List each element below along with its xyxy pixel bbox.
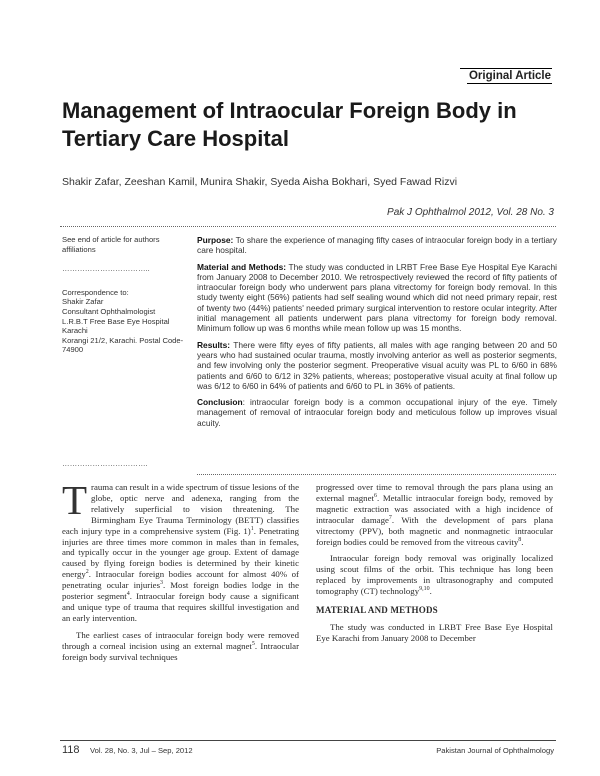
body-paragraph xyxy=(62,630,299,663)
journal-name: Pakistan Journal of Ophthalmology xyxy=(436,746,554,755)
results-label: Results: xyxy=(197,339,231,350)
text-run: . xyxy=(429,586,432,597)
text-run: . Most foreign bodies lodge in the posterior segment xyxy=(62,580,299,602)
text-run: Intraocular foreign body removal was originally localized using scout films of the orbit. This technique has long been replaced by improvements in ultrasonography and computed tomography (CT) technology xyxy=(316,553,553,597)
sidebar-dots: ……………………………. xyxy=(62,458,148,468)
reference-marker: 1 xyxy=(250,525,254,532)
correspondence-address: Korangi 21/2, Karachi. Postal Code- 74900 xyxy=(62,335,184,355)
body-column-left xyxy=(62,477,300,669)
text-run: . Intraocular foreign body cause a significant and unique type of trauma that requires skillful investigation and an early intervention. xyxy=(62,591,299,623)
text-run: The earliest cases of intraocular foreign body were removed through a corneal incision using an external magnet xyxy=(62,629,299,651)
abstract-divider xyxy=(197,474,556,475)
correspondence-label: Correspondence to: xyxy=(62,287,129,297)
text-run: progressed over time to removal through the pars plana using an external magnet xyxy=(316,482,553,503)
page-number: 118 xyxy=(62,744,80,756)
correspondence-title: Consultant Ophthalmologist xyxy=(62,306,156,316)
text-run: . Metallic intraocular foreign body, removed by magnetic extraction was associated with a high incidence of intraocular damage xyxy=(316,492,553,525)
reference-marker: 9,10 xyxy=(419,586,430,593)
text-run: . xyxy=(521,536,524,547)
text-run: . Intraocular foreign bodies account for almost 40% of penetrating ocular injuries xyxy=(62,569,299,591)
conclusion-text: : intraocular foreign body is a common occupational injury of the eye. Timely management of removal of intraocular foreign body and meticulous follow up improves visual acuity. xyxy=(197,397,557,428)
reference-marker: 5 xyxy=(251,640,255,647)
sidebar-notes xyxy=(62,235,187,469)
conclusion-label: Conclusion xyxy=(197,397,243,408)
affiliations-note: See end of article for authors affiliations xyxy=(62,235,160,254)
text-run: rauma can result in a wide spectrum of tissue lesions of the globe, optic nerve and adenexa, ranging from the relatively superficial to vision threatening. The Birmingham Eye Trauma Terminology (BETT) classifies each injury type in a comprehensive system (Fig. 1) xyxy=(62,482,299,536)
reference-marker: 7 xyxy=(388,514,392,521)
journal-citation: Pak J Ophthalmol 2012, Vol. 28 No. 3 xyxy=(387,207,554,218)
text-run: . Intraocular foreign body survival techniques xyxy=(62,640,300,662)
text-run: . With the development of pars plana vitrectomy (PPV), both magnetic and nonmagnetic intraocular foreign bodies could be removed from the vitreous cavity xyxy=(316,514,553,547)
abstract xyxy=(197,235,557,434)
reference-marker: 3 xyxy=(160,580,163,587)
body-paragraph xyxy=(316,482,553,547)
results-text: There were fifty eyes of fifty patients, all males with age ranging between 20 and 50 years who had sustained ocular trauma, mostly involving anterior as well as posterior segments, and few involving only the posterior segment. Preoperative visual acuity was PL to 6/60 in 68% patients and 6/60 to 6/12 in 32% patients, whereas; postoperative visual acuity at final follow up was 6/12 to 6/60 in 64% of patients and 6/60 to PL in 36% of patients. xyxy=(197,339,557,391)
methods-text: The study was conducted in LRBT Free Base Eye Hospital Eye Karachi from January 2008 to December 2010. We retrospectively reviewed the record of fifty patients of intraocular foreign body who underwent pars plana vitrectomy for foreign body removal. In this study twenty eight (56%) patients had self sealing wound which did not need primary repair, rest of twenty two (44%) patients' needed primary surgical intervention to restore ocular integrity. After initial management all patients underwent pars plana vitrectomy for foreign body removal. Minimum follow up was 6 months while mean follow up was 15 months. xyxy=(197,261,557,334)
header-divider xyxy=(60,226,556,227)
footer-divider xyxy=(60,740,556,741)
correspondence-organization: L.R.B.T Free Base Eye Hospital Karachi xyxy=(62,316,170,336)
body-paragraph xyxy=(316,553,553,597)
body-column-right xyxy=(316,482,553,650)
abstract-results xyxy=(197,340,557,391)
abstract-purpose xyxy=(197,235,557,256)
author-list: Shakir Zafar, Zeeshan Kamil, Munira Shakir, Syeda Aisha Bokhari, Syed Fawad Rizvi xyxy=(62,176,458,188)
reference-marker: 4 xyxy=(126,591,130,598)
section-heading: MATERIAL AND METHODS xyxy=(316,605,438,616)
reference-marker: 2 xyxy=(85,569,89,576)
reference-marker: 6 xyxy=(373,492,377,499)
text-run: . Penetrating injuries are three times more common in males than in females, and typically occur in the younger age group. Extent of damage caused by flying foreign bodies is determined by their kinetic energy xyxy=(62,525,299,580)
abstract-conclusion xyxy=(197,397,557,428)
purpose-text: To share the experience of managing fifty cases of intraocular foreign body in a tertiary care hospital. xyxy=(197,235,557,256)
article-type-top-rule xyxy=(460,68,552,69)
body-paragraph xyxy=(62,477,299,624)
purpose-label: Purpose: xyxy=(197,235,234,245)
article-type-label: Original Article xyxy=(468,70,551,82)
drop-cap: T xyxy=(62,477,88,523)
correspondence-name: Shakir Zafar xyxy=(62,297,104,307)
reference-marker: 8 xyxy=(518,536,522,543)
article-title: Management of Intraocular Foreign Body in Tertiary Care Hospital xyxy=(62,98,517,151)
issue-info: Vol. 28, No. 3, Jul – Sep, 2012 xyxy=(90,746,193,755)
sidebar-dots: …………………………….. xyxy=(62,264,150,274)
body-paragraph: The study was conducted in LRBT Free Base Eye Hospital Eye Karachi from January 2008 to December xyxy=(316,621,553,643)
abstract-methods xyxy=(197,262,557,334)
methods-label: Material and Methods: xyxy=(197,261,287,272)
